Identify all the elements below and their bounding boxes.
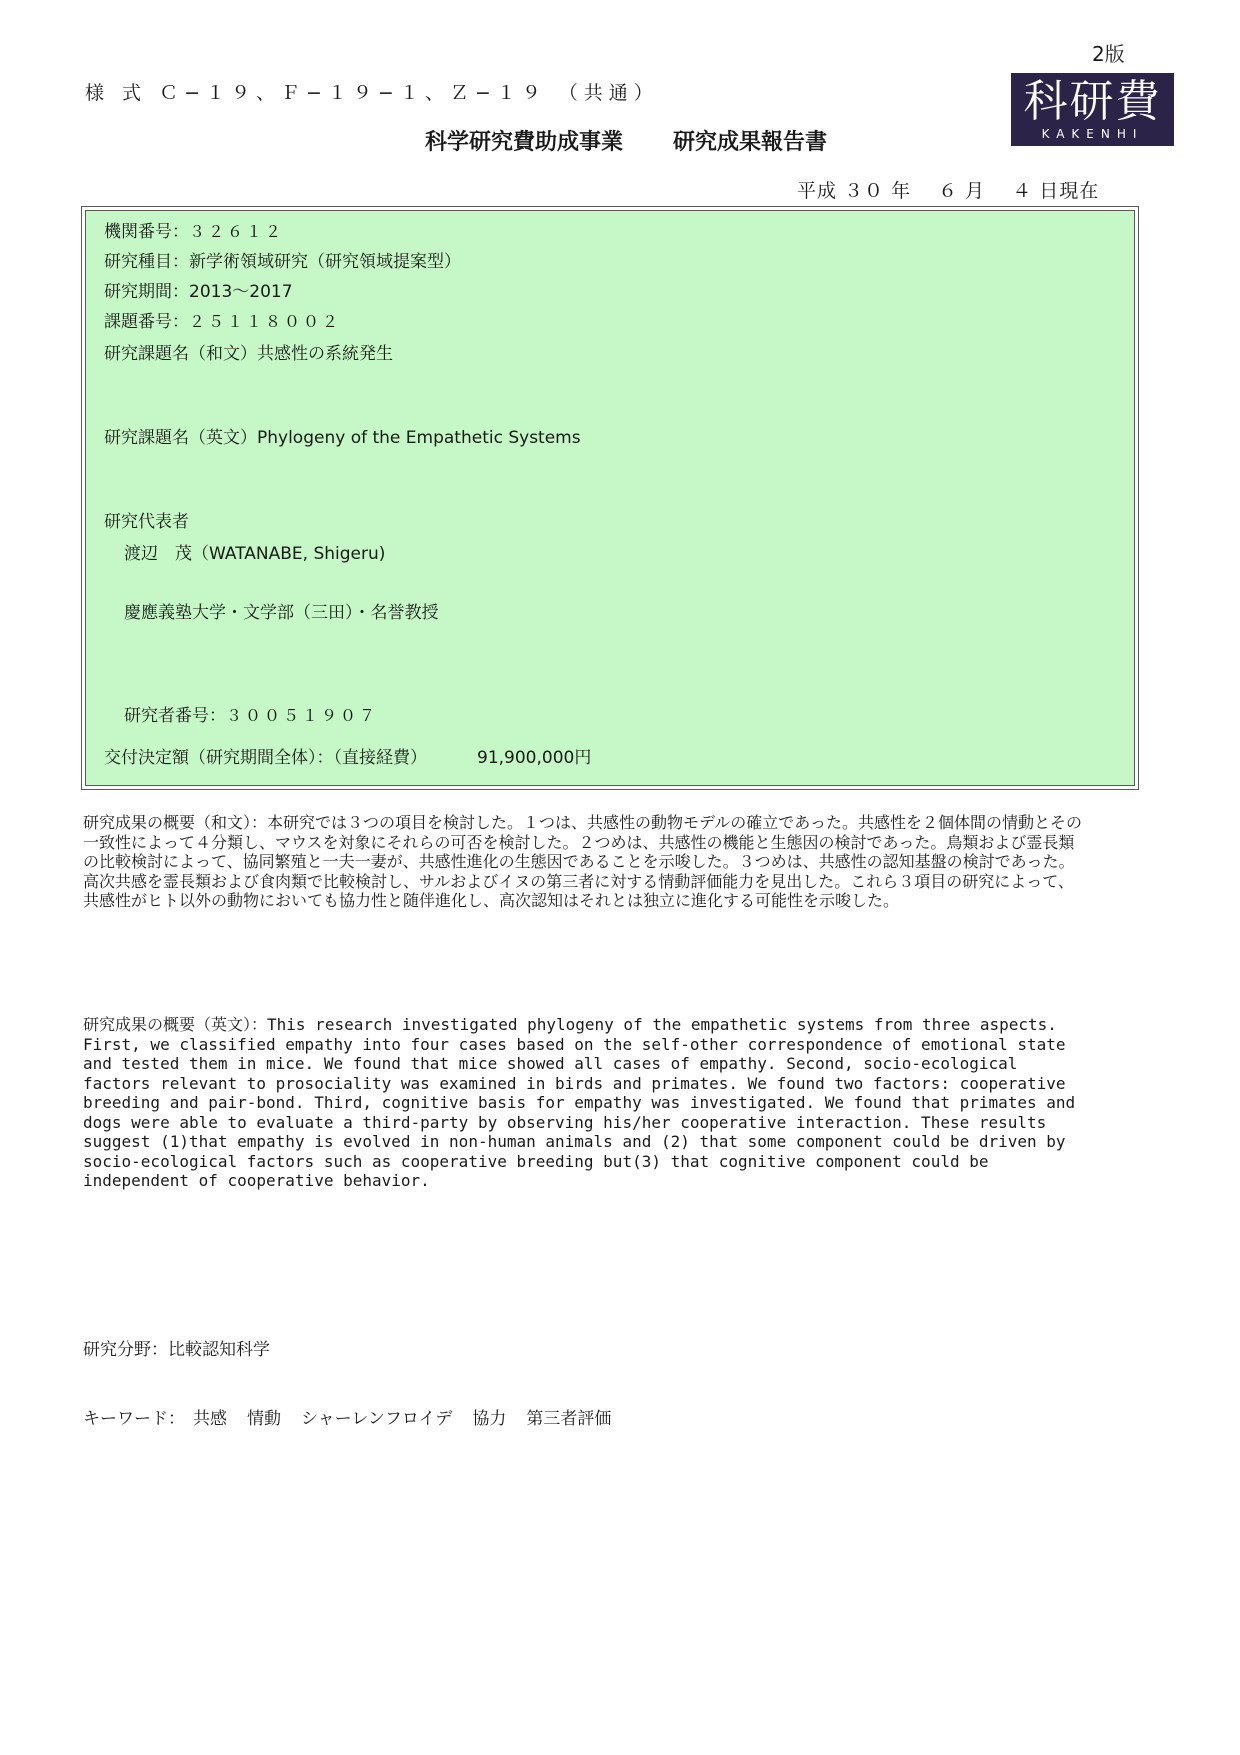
title-ja-row [104, 339, 393, 364]
kakenhi-logo [1011, 73, 1174, 146]
title-ja-value: 共感性の系統発生 [257, 344, 393, 364]
summary-en [83, 1015, 1083, 1191]
researcher-number-label: 研究者番号： [124, 706, 226, 726]
category-value: 新学術領域研究（研究領域提案型） [189, 252, 461, 272]
project-number-value: ２５１１８００２ [189, 312, 342, 331]
keyword-item: シャーレンフロイデ [301, 1409, 453, 1429]
keyword-item: 第三者評価 [526, 1409, 612, 1429]
category-row [104, 247, 461, 272]
title-left: 科学研究費助成事業 [425, 130, 624, 155]
institution-value: ３２６１２ [189, 222, 285, 241]
keyword-item: 協力 [472, 1409, 507, 1429]
summary-en-text: This research investigated phylogeny of the empathetic systems from three aspects. First, we classified empathy into four cases based on the self-other correspondence of emotional state and tested them in mice. We found that mice showed all cases of empathy. Second, socio-ecological factors relevant to prosociality was examined in birds and primates. We found two factors: cooperative breeding and pair-bond. Third, cognitive basis for empathy was investigated. We found that primates and dogs were able to evaluate a third-party by observing his/her cooperative interaction. These results suggest (1)that empathy is evolved in non-human animals and (2) that some component could be driven by socio-ecological factors such as cooperative breeding but(3) that cognitive component could be independent of cooperative behavior. [83, 1015, 1076, 1190]
grant-row [104, 743, 591, 768]
title-ja-label: 研究課題名（和文） [104, 344, 257, 364]
pi-label: 研究代表者 [104, 512, 189, 532]
info-box [85, 210, 1135, 786]
report-date: 平成 ３０ 年 ６ 月 ４ 日現在 [797, 180, 1100, 202]
pi-name: 渡辺 茂（WATANABE, Shigeru) [124, 544, 386, 564]
research-field [83, 1335, 270, 1360]
title-en-label: 研究課題名（英文） [104, 428, 257, 448]
logo-kanji: 科研費 [1023, 76, 1162, 127]
title-en-row [104, 423, 581, 448]
summary-ja: 研究成果の概要（和文）：本研究では３つの項目を検討した。１つは、共感性の動物モデルの確立であった。共感性を２個体間の情動とその一致性によって４分類し、マウスを対象にそれらの可否を検討した。２つめは、共感性の機能と生態因の検討であった。鳥類および霊長類の比較検討によって、協同繁殖と一夫一妻が、共感性進化の生態因であることを示唆した。３つめは、共感性の認知基盤の検討であった。高次共感を霊長類および食肉類で比較検討し、サルおよびイヌの第三者に対する情動評価能力を見出した。これら３項目の研究によって、共感性がヒト以外の動物においても協力性と随伴進化し、高次認知はそれとは独立に進化する可能性を示唆した。 [83, 813, 1083, 910]
summary-en-label: 研究成果の概要（英文）： [83, 1015, 268, 1034]
edition-label: 2版 [1092, 42, 1125, 66]
researcher-number-value: ３００５１９０７ [226, 706, 379, 725]
document-title [425, 125, 827, 156]
project-number-label: 課題番号： [104, 312, 189, 332]
title-right: 研究成果報告書 [673, 130, 828, 155]
keywords-label: キーワード： [83, 1409, 185, 1429]
keyword-item: 共感 [193, 1409, 227, 1429]
category-label: 研究種目： [104, 252, 189, 272]
keywords [83, 1404, 631, 1429]
researcher-number-row [124, 701, 378, 726]
grant-value: 91,900,000円 [477, 748, 592, 768]
institution-label: 機関番号： [104, 222, 189, 242]
period-row [104, 277, 293, 302]
institution-row [104, 217, 284, 242]
research-field-label: 研究分野： [83, 1340, 168, 1360]
logo-roman: KAKENHI [1041, 127, 1144, 141]
form-number: 様 式 Ｃ−１９、Ｆ−１９−１、Ｚ−１９ （共通） [85, 82, 659, 104]
research-field-value: 比較認知科学 [168, 1340, 270, 1360]
title-en-value: Phylogeny of the Empathetic Systems [257, 428, 581, 448]
period-label: 研究期間： [104, 282, 189, 302]
keyword-item: 情動 [247, 1409, 281, 1429]
period-value: 2013〜2017 [189, 282, 293, 302]
grant-label: 交付決定額（研究期間全体）：（直接経費） [104, 748, 427, 768]
pi-affiliation: 慶應義塾大学・文学部（三田）・名誉教授 [124, 603, 439, 623]
project-number-row [104, 307, 341, 332]
